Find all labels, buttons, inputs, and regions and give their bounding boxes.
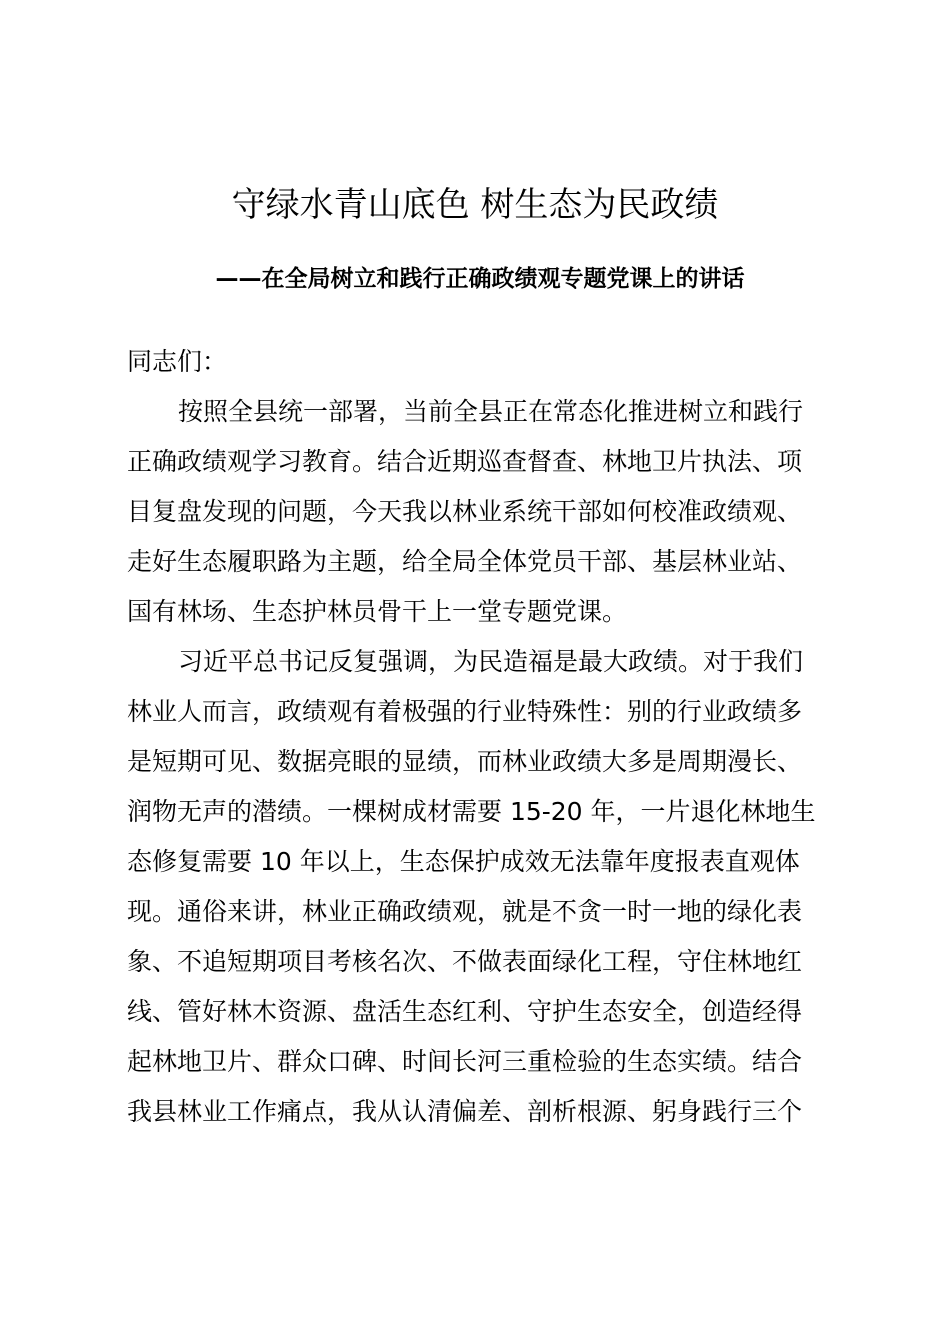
paragraph-2 [127, 637, 837, 1137]
paragraph-line: 习近平总书记反复强调，为民造福是最大政绩。对于我们 [178, 647, 804, 676]
salutation: 同志们： [127, 347, 228, 376]
paragraph-line: 线、管好林木资源、盘活生态红利、守护生态安全，创造经得 [127, 997, 803, 1026]
paragraph-line: 是短期可见、数据亮眼的显绩，而林业政绩大多是周期漫长、 [127, 747, 803, 776]
document-subtitle: ——在全局树立和践行正确政绩观专题党课上的讲话 [215, 266, 745, 292]
paragraph-line: 林业人而言，政绩观有着极强的行业特殊性：别的行业政绩多 [127, 697, 803, 726]
paragraph-1 [127, 387, 837, 637]
paragraph-line: 按照全县统一部署，当前全县正在常态化推进树立和践行 [178, 397, 804, 426]
paragraph-line: 走好生态履职路为主题，给全局全体党员干部、基层林业站、 [127, 547, 803, 576]
paragraph-line: 国有林场、生态护林员骨干上一堂专题党课。 [127, 597, 628, 626]
paragraph-line: 目复盘发现的问题，今天我以林业系统干部如何校准政绩观、 [127, 497, 803, 526]
paragraph-line: 起林地卫片、群众口碑、时间长河三重检验的生态实绩。结合 [127, 1047, 803, 1076]
paragraph-line: 正确政绩观学习教育。结合近期巡查督查、林地卫片执法、项 [127, 447, 803, 476]
paragraph-line: 态修复需要 10 年以上，生态保护成效无法靠年度报表直观体 [127, 847, 800, 876]
paragraph-line: 润物无声的潜绩。一棵树成材需要 15-20 年，一片退化林地生 [127, 797, 816, 826]
paragraph-line: 我县林业工作痛点，我从认清偏差、剖析根源、躬身践行三个 [127, 1097, 803, 1126]
document-body [127, 337, 837, 1137]
paragraph-line: 象、不追短期项目考核名次、不做表面绿化工程，守住林地红 [127, 947, 803, 976]
document-title: 守绿水青山底色 树生态为民政绩 [231, 185, 719, 225]
paragraph-line: 现。通俗来讲，林业正确政绩观，就是不贪一时一地的绿化表 [127, 897, 803, 926]
